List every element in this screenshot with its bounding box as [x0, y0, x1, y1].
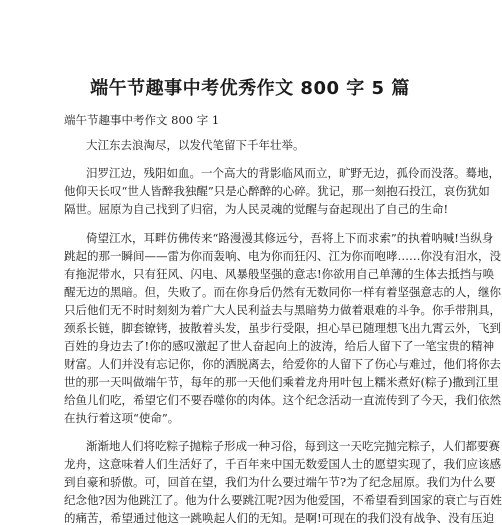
- paragraph-2-line: 财富。人们并没有忘记你，你的洒脱离去，给爱你的人留下了伤心与难过，他们将你去: [64, 357, 501, 371]
- paragraph-2-line: 世的那一天叫做端午节，每年的那一天他们乘着龙舟用叶包上糯米煮好(粽子)撒到江里: [64, 375, 499, 389]
- paragraph-1-line: 汨罗江边，残阳如血。一个高大的背影临风而立，旷野无边，孤伶而没落。蓦地，: [86, 166, 500, 180]
- paragraph-2-line: 百姓的身边去了!你的感叹激起了世人奋起向上的波涛，给后人留下了一笔宝贵的精神: [64, 339, 495, 353]
- essay-subtitle: 端午节趣事中考作文 800 字 1: [64, 113, 220, 127]
- document-title: 端午节趣事中考优秀作文 800 字 5 篇: [90, 78, 410, 99]
- opening-line: 大江东去浪淘尽，以发代笔留下千年壮举。: [86, 138, 305, 152]
- paragraph-2-line: 在执行着这项“使命”。: [64, 411, 180, 425]
- paragraph-1-line: 他仰天长叹“世人皆醉我独醒”只是心醉醉的心碎。犹记，那一刻抱石投江，哀伤犹如: [64, 184, 490, 198]
- paragraph-3-line: 的痛苦，希望通过他这一跳唤起人们的无知。是啊!可现在的我们没有战争、没有压迫: [64, 511, 495, 525]
- paragraph-3-line: 渐渐地人们将吃粽子抛粽子形成一种习俗，每到这一天吃完抛完粽子，人们都要赛: [86, 439, 500, 453]
- paragraph-2-line: 倚望江水，耳畔仿佛传来“路漫漫其修远兮，吾将上下而求索”的执着呐喊!当纵身: [86, 231, 494, 245]
- paragraph-2-line: 醒无边的黑暗。但，失败了。而在你身后仍然有无数同你一样有着坚强意志的人，继你: [64, 285, 501, 299]
- paragraph-2-line: 颈系长链，脚套镣铐，披散着头发，虽步行受限，担心旱已随理想飞出九霄云外，飞到: [64, 321, 501, 335]
- paragraph-2-line: 只后他们无不时时刻刻为着广大人民利益去与黑暗势力做着艰难的斗争。你手带荆具，: [64, 303, 501, 317]
- paragraph-2-line: 有拖泥带水，只有狂风、闪电、风暴般坚强的意志!你欲用自己单薄的生体去抵挡与唤: [64, 267, 495, 281]
- paragraph-3-line: 到自豪和骄傲。可，回首在望，我们为什么要过端午节?为了纪念屈原。我们为什么要: [64, 475, 496, 489]
- paragraph-3-line: 龙舟，这意味着人们生活好了，千百年来中国无数爱国人士的愿望实现了，我们应该感: [64, 457, 501, 471]
- paragraph-2-line: 跳起的那一瞬间——雷为你而轰响、电为你而狂闪、江为你而咆哮……你没有泪水，没: [64, 249, 501, 263]
- paragraph-2-line: 给鱼儿们吃，希望它们不要吞噬你的肉体。这个纪念活动一直流传到了今天，我们依然: [64, 393, 501, 407]
- paragraph-3-line: 纪念他?因为他跳江了。他为什么要跳江呢?因为他爱国，不希望看到国家的衰亡与百姓: [64, 493, 502, 507]
- paragraph-1-line: 隔世。屈原为自己找到了归宿，为人民灵魂的觉醒与奋起现出了自己的生命!: [64, 202, 449, 216]
